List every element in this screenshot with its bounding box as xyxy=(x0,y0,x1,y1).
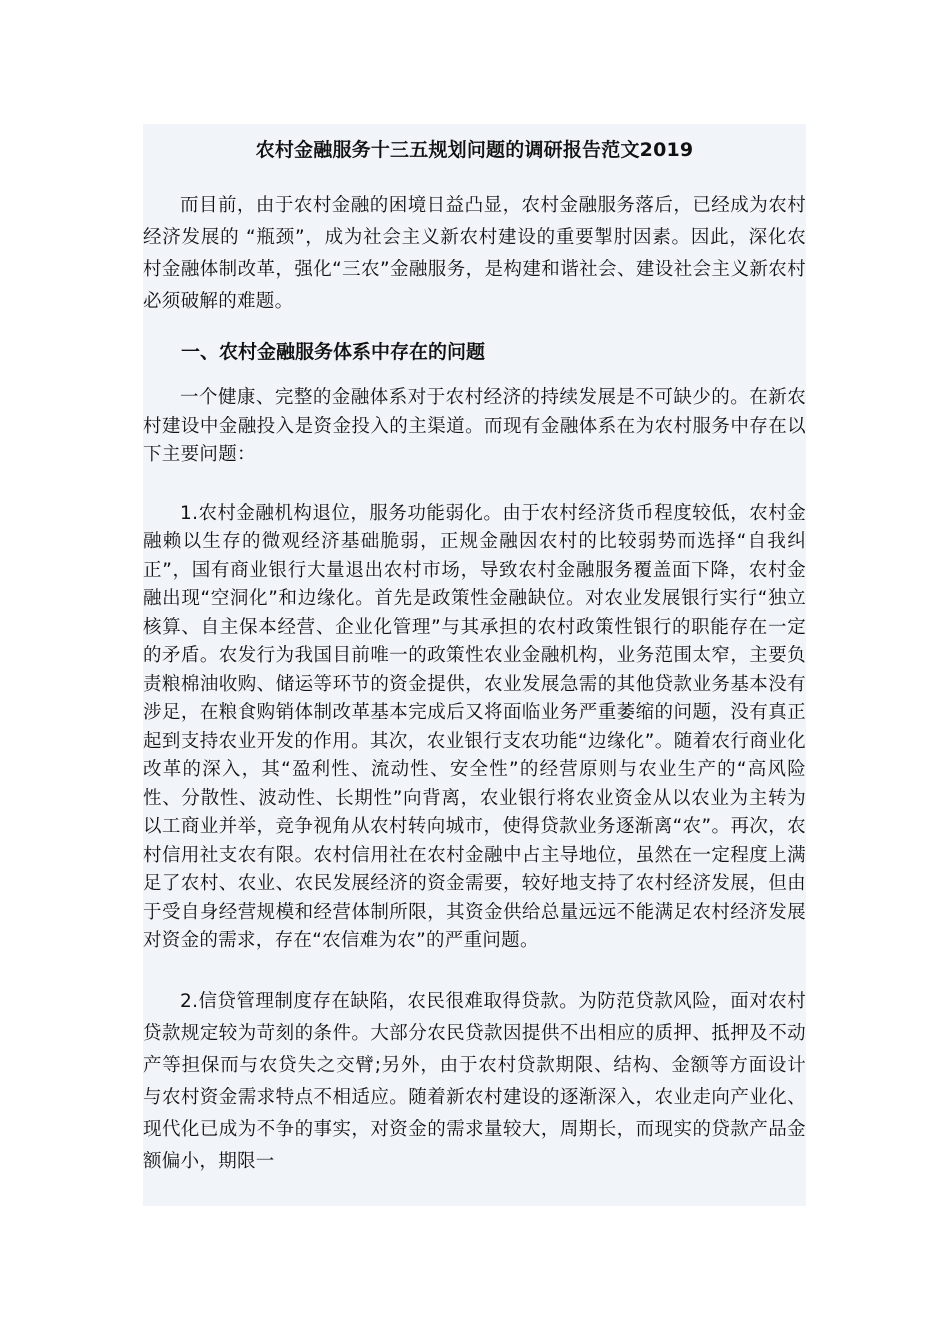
section-intro-paragraph: 一个健康、完整的金融体系对于农村经济的持续发展是不可缺少的。在新农村建设中金融投入是资金投入的主渠道。而现有金融体系在为农村服务中存在以下主要问题： xyxy=(143,387,806,465)
document-title: 农村金融服务十三五规划问题的调研报告范文2019 xyxy=(255,139,694,161)
point-1-paragraph: 1.农村金融机构退位，服务功能弱化。由于农村经济货币程度较低，农村金融赖以生存的微观经济基础脆弱，正规金融因农村的比较弱势而选择“自我纠正”，国有商业银行大量退出农村市场，导致农村金融服务覆盖面下降，农村金融出现“空洞化”和边缘化。首先是政策性金融缺位。对农业发展银行实行“独立核算、自主保本经营、企业化管理”与其承担的农村政策性银行的职能存在一定的矛盾。农发行为我国目前唯一的政策性农业金融机构，业务范围太窄，主要负责粮棉油收购、储运等环节的资金提供，农业发展急需的其他贷款业务基本没有涉足，在粮食购销体制改革基本完成后又将面临业务严重萎缩的问题，没有真正起到支持农业开发的作用。其次，农业银行支农功能“边缘化”。随着农行商业化改革的深入，其“盈利性、流动性、安全性”的经营原则与农业生产的“高风险性、分散性、波动性、长期性”向背离，农业银行将农业资金从以农业为主转为以工商业并举，竞争视角从农村转向城市，使得贷款业务逐渐离“农”。再次，农村信用社支农有限。农村信用社在农村金融中占主导地位，虽然在一定程度上满足了农村、农业、农民发展经济的资金需要，较好地支持了农村经济发展，但由于受自身经营规模和经营体制所限，其资金供给总量远远不能满足农村经济发展对资金的需求，存在“农信难为农”的严重问题。 xyxy=(143,502,806,951)
paragraph-spacer xyxy=(143,956,806,986)
intro-paragraph: 而目前，由于农村金融的困境日益凸显，农村金融服务落后，已经成为农村经济发展的 “瓶颈”，成为社会主义新农村建设的重要掣肘因素。因此，深化农村金融体制改革，强化“三农”金融服务，是构建和谐社会、建设社会主义新农村必须破解的难题。 xyxy=(143,195,806,312)
point-2-paragraph: 2.信贷管理制度存在缺陷，农民很难取得贷款。为防范贷款风险，面对农村贷款规定较为苛刻的条件。大部分农民贷款因提供不出相应的质押、抵押及不动产等担保而与农贷失之交臂;另外，由于农村贷款期限、结构、金额等方面设计与农村资金需求特点不相适应。随着新农村建设的逐渐深入，农业走向产业化、现代化已成为不争的事实，对资金的需求量较大，周期长，而现实的贷款产品金额偏小，期限一 xyxy=(143,990,806,1172)
document-page xyxy=(143,124,806,1206)
section-heading: 一、农村金融服务体系中存在的问题 xyxy=(181,341,486,363)
paragraph-spacer xyxy=(143,470,806,500)
